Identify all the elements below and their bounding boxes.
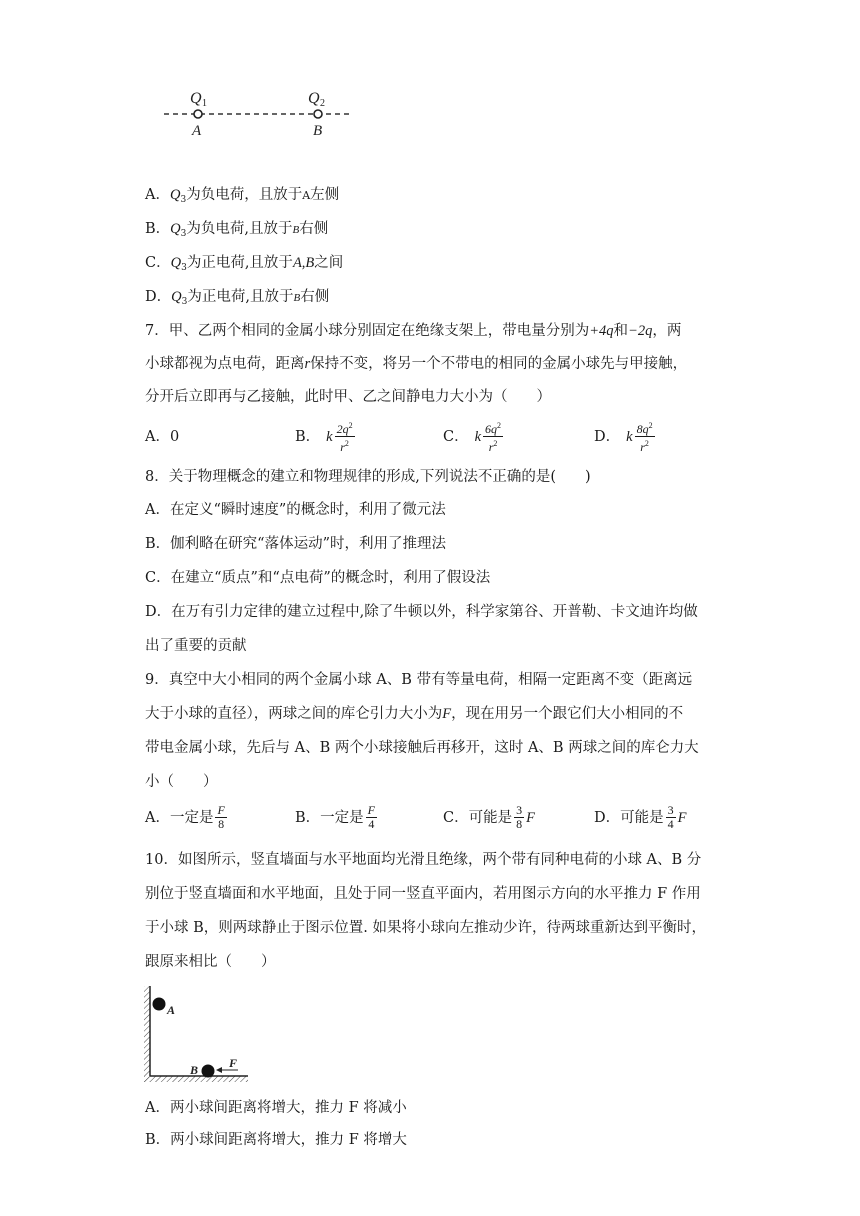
q9-option-a[interactable]: A．一定是 $\frac{F}{8}$ xyxy=(145,803,225,831)
wall-hatching xyxy=(144,986,150,1082)
label-force-f: F xyxy=(229,1056,238,1070)
label-point-b: B xyxy=(313,123,323,139)
q7-b-fraction: $\frac{2q^2}{r^2}$ xyxy=(336,421,353,454)
q10-stem-line3: 于小球 B，则两球静止于图示位置. 如果将小球向左推动少许，待两球重新达到平衡时， xyxy=(145,920,706,936)
q7-option-b[interactable]: B． k $\frac{2q^2}{r^2}$ xyxy=(295,421,353,454)
q8-option-d[interactable]: D．在万有引力定律的建立过程中,除了牛顿以外，科学家第谷、开普勒、卡文迪许均做 xyxy=(145,604,698,620)
wall-floor-figure xyxy=(140,984,260,1088)
q9-stem-line2: 大于小球的直径），两球之间的库仑引力大小为F，现在用另一个跟它们大小相同的不 xyxy=(145,706,684,722)
force-arrow-head xyxy=(216,1067,222,1073)
q9-stem-line4: 小（ ） xyxy=(145,774,218,790)
q6-option-b[interactable]: B．$Q_3$为负电荷,且放于B右侧 xyxy=(145,221,329,239)
q10-option-b[interactable]: B．两小球间距离将增大，推力 F 将增大 xyxy=(145,1132,407,1148)
q9-option-d[interactable]: D．可能是 $\frac{3}{4}$ F xyxy=(594,803,687,831)
q7-stem-line1: 7．甲、乙两个相同的金属小球分别固定在绝缘支架上，带电量分别为+4q和−2q，两 xyxy=(145,323,682,339)
q7-c-fraction: $\frac{6q^2}{r^2}$ xyxy=(485,421,502,454)
q9-stem-line3: 带电金属小球，先后与 A、B 两个小球接触后再移开，这时 A、B 两球之间的库仑力大 xyxy=(145,740,699,756)
q9-option-b[interactable]: B．一定是 $\frac{F}{4}$ xyxy=(295,803,375,831)
label-point-a: A xyxy=(192,123,202,139)
q10-option-a[interactable]: A．两小球间距离将增大，推力 F 将减小 xyxy=(145,1100,407,1116)
label-q1-sub: 1 xyxy=(202,98,207,109)
label-q2: Q xyxy=(308,90,320,107)
q9-d-fraction: $\frac{3}{4}$ xyxy=(667,803,674,831)
q9-option-c[interactable]: C．可能是 $\frac{3}{8}$ F xyxy=(443,803,535,831)
q8-option-c[interactable]: C．在建立“质点”和“点电荷”的概念时，利用了假设法 xyxy=(145,570,491,586)
charge-q2-circle xyxy=(314,110,322,118)
q9-c-fraction: $\frac{3}{8}$ xyxy=(516,803,523,831)
q8-option-b[interactable]: B．伽利略在研究“落体运动”时，利用了推理法 xyxy=(145,536,446,552)
ball-b xyxy=(202,1065,215,1078)
label-q1: Q xyxy=(190,90,202,107)
q6-option-a[interactable]: A．$Q_3$为负电荷，且放于A左侧 xyxy=(145,187,340,205)
label-ball-b: B xyxy=(190,1063,199,1077)
q7-stem-line3: 分开后立即再与乙接触，此时甲、乙之间静电力大小为（ ） xyxy=(145,389,551,405)
q7-d-fraction: $\frac{8q^2}{r^2}$ xyxy=(636,421,653,454)
q8-stem: 8．关于物理概念的建立和物理规律的形成,下列说法不正确的是( ) xyxy=(145,469,591,485)
q8-option-a[interactable]: A．在定义“瞬时速度”的概念时，利用了微元法 xyxy=(145,502,446,518)
ball-a xyxy=(153,998,166,1011)
label-q2-sub: 2 xyxy=(320,98,325,109)
q7-option-d[interactable]: D． k $\frac{8q^2}{r^2}$ xyxy=(594,421,653,454)
q9-stem-line1: 9．真空中大小相同的两个金属小球 A、B 带有等量电荷，相隔一定距离不变（距离远 xyxy=(145,672,693,688)
q7-stem-line2: 小球都视为点电荷，距离r保持不变，将另一个不带电的相同的金属小球先与甲接触， xyxy=(145,356,688,372)
q6-option-c[interactable]: C．$Q_3$为正电荷,且放于A,B之间 xyxy=(145,255,344,273)
q6-option-d[interactable]: D．$Q_3$为正电荷,且放于B右侧 xyxy=(145,289,330,307)
charge-q1-circle xyxy=(194,110,202,118)
q10-stem-line2: 别位于竖直墙面和水平地面，且处于同一竖直平面内，若用图示方向的水平推力 F 作用 xyxy=(145,886,701,902)
q9-a-fraction: $\frac{F}{8}$ xyxy=(217,803,225,831)
q10-stem-line4: 跟原来相比（ ） xyxy=(145,954,276,970)
q10-stem-line1: 10．如图所示，竖直墙面与水平地面均光滑且绝缘，两个带有同种电荷的小球 A、B 分 xyxy=(145,852,702,868)
q7-option-a[interactable]: A． 0 xyxy=(145,429,180,445)
charges-line-figure xyxy=(160,84,360,144)
label-ball-a: A xyxy=(167,1003,176,1017)
q9-b-fraction: $\frac{F}{4}$ xyxy=(367,803,375,831)
q8-option-d-cont: 出了重要的贡献 xyxy=(145,638,247,654)
q7-option-c[interactable]: C． k $\frac{6q^2}{r^2}$ xyxy=(443,421,502,454)
